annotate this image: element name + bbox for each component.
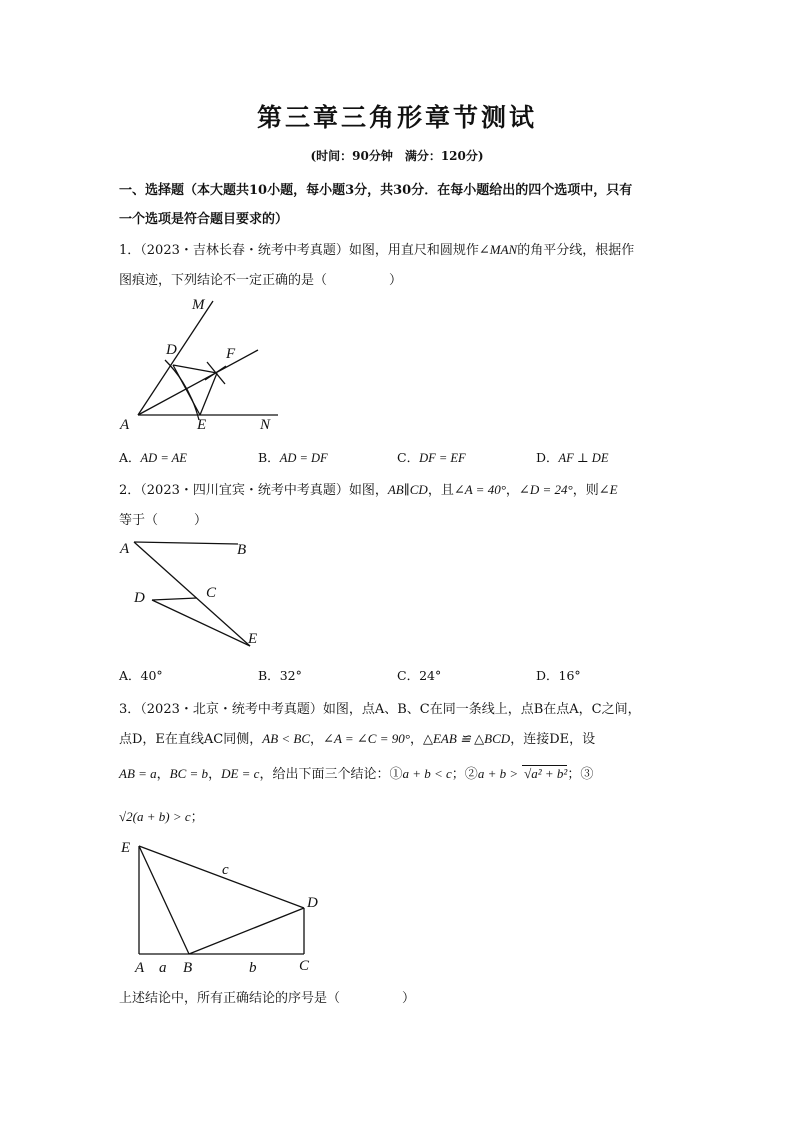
- question-2-stem: 2．（2023・四川宜宾・统考中考真题）如图，AB∥CD，且∠A = 40°，∠D = 24°，则∠E: [119, 482, 618, 498]
- question-3-stem: 3．（2023・北京・统考中考真题）如图，点A、B、C在同一条线上，点B在点A，C之间，: [119, 702, 641, 717]
- q1-line2: 图痕迹，下列结论不一定正确的是（: [119, 273, 328, 288]
- q1-paren: ）: [389, 273, 403, 288]
- label-A: A: [120, 417, 130, 433]
- label-a: a: [159, 960, 167, 976]
- label-N: N: [260, 417, 271, 433]
- q1-option-a[interactable]: A．AD = AE: [119, 450, 187, 465]
- q1-option-b[interactable]: B．AD = DF: [258, 450, 328, 465]
- q2-option-b[interactable]: B．32°: [258, 668, 302, 683]
- label-c: c: [222, 862, 229, 878]
- label-D: D: [166, 342, 177, 358]
- q2-option-c[interactable]: C．24°: [397, 668, 442, 683]
- label-D: D: [134, 590, 145, 606]
- section-heading-cont: 一个选项是符合题目要求的）: [119, 212, 289, 227]
- question-3-stem-4: √2(a + b) > c；: [119, 809, 204, 825]
- q1-text: 1．（2023・吉林长春・统考中考真题）如图，用直尺和圆规作: [119, 243, 479, 258]
- q1-option-c[interactable]: C．DF = EF: [397, 450, 466, 465]
- label-B: B: [237, 542, 247, 558]
- q1-angle: ∠MAN: [478, 242, 518, 257]
- label-C: C: [299, 958, 310, 974]
- sqrt-radicand: √a² + b²: [524, 766, 568, 781]
- page-title: 第三章三角形章节测试: [256, 103, 537, 132]
- question-3-stem-3: AB = a，BC = b，DE = c，给出下面三个结论：①a + b < c；②a + b > √a² + b²；③: [119, 766, 594, 782]
- exam-info: (时间：90分钟 满分：120分): [310, 149, 484, 163]
- question-3-prompt: 上述结论中，所有正确结论的序号是（ ）: [119, 991, 416, 1006]
- q1-text-end: 的角平分线，根据作: [517, 243, 635, 258]
- question-3-stem-2: 点D，E在直线AC同侧，AB < BC，∠A = ∠C = 90°，△EAB ≌ △BCD，连接DE，设: [119, 731, 596, 747]
- label-B: B: [183, 960, 193, 976]
- question-2-stem-cont: 等于（ ）: [119, 513, 208, 528]
- label-E: E: [121, 840, 131, 856]
- label-A: A: [135, 960, 145, 976]
- q2-option-d[interactable]: D．16°: [536, 668, 581, 683]
- label-A: A: [120, 541, 130, 557]
- label-F: F: [226, 346, 236, 362]
- q2-option-a[interactable]: A．40°: [119, 668, 163, 683]
- q1-option-d[interactable]: D．AF ⊥ DE: [536, 450, 609, 465]
- label-E: E: [197, 417, 207, 433]
- label-b: b: [249, 960, 257, 976]
- label-C: C: [206, 585, 217, 601]
- label-D: D: [307, 895, 318, 911]
- label-M: M: [192, 297, 205, 313]
- label-E: E: [248, 631, 258, 647]
- section-heading: 一、选择题（本大题共10小题，每小题3分，共30分．在每小题给出的四个选项中，只有: [119, 183, 633, 198]
